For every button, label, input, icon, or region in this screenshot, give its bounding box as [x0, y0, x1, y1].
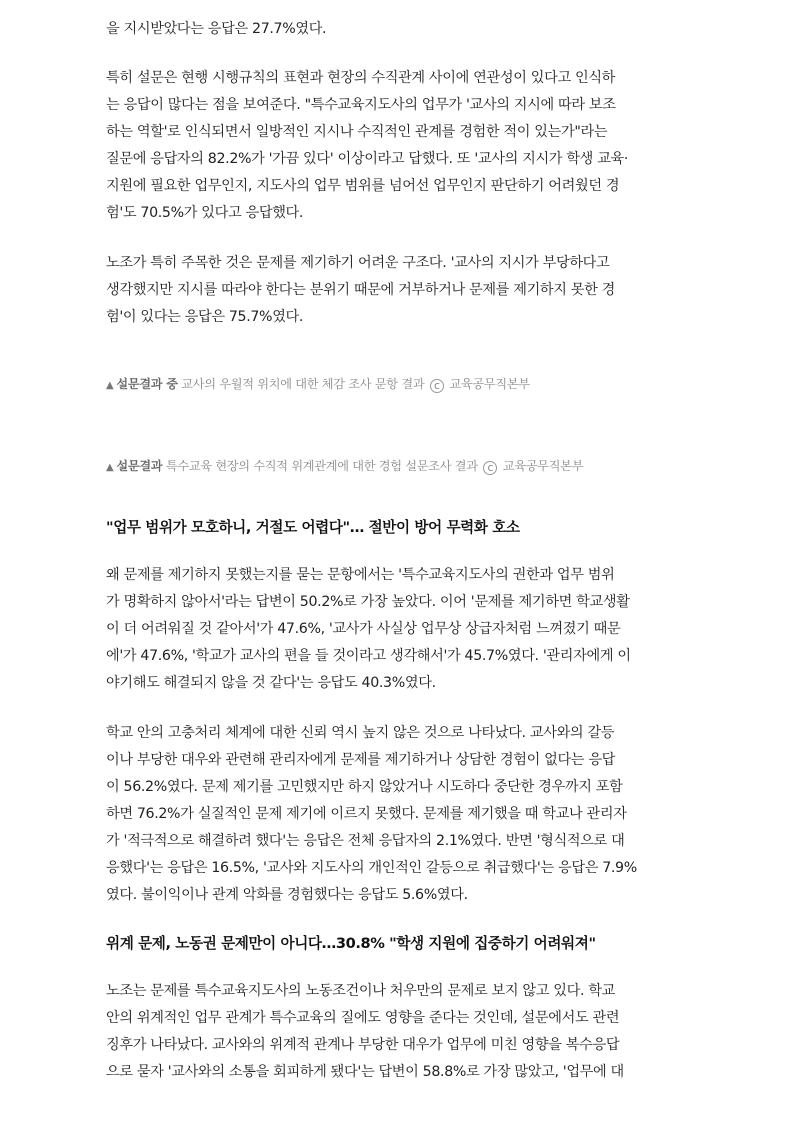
text-line: 야기해도 해결되지 않을 것 같다'는 응답도 40.3%였다.	[106, 675, 436, 691]
article-body	[106, 16, 694, 1109]
caption-text: 특수교육 현장의 수직적 위계관계에 대한 경험 설문조사 결과	[165, 459, 478, 473]
text-line: 하면 76.2%가 실질적인 문제 제기에 이르지 못했다. 문제를 제기했을 때 학교나 관리자	[106, 806, 627, 822]
paragraph-survey-perception	[106, 65, 694, 227]
text-line: 가 '적극적으로 해결하려 했다'는 응답은 전체 응답자의 2.1%였다. 반면 '형식적으로 대	[106, 833, 625, 849]
text-line: 험'도 70.5%가 있다고 응답했다.	[106, 205, 304, 221]
text-line: 노조가 특히 주목한 것은 문제를 제기하기 어려운 구조다. '교사의 지시가 부당하다고	[106, 255, 610, 271]
text-line: 질문에 응답자의 82.2%가 '가끔 있다' 이상이라고 답했다. 또 '교사의 지시가 학생 교육·	[106, 151, 629, 167]
text-line: 하는 역할'로 인식되면서 일방적인 지시나 수직적인 관계를 경험한 적이 있는가"라는	[106, 124, 608, 140]
caption-label: 설문결과 중	[116, 377, 178, 391]
copyright-icon: c	[483, 461, 497, 475]
section-heading: 위계 문제, 노동권 문제만이 아니다…30.8% "학생 지원에 집중하기 어려워져"	[106, 935, 596, 952]
text-line: 안의 위계적인 업무 관계가 특수교육의 질에도 영향을 준다는 것인데, 설문에서도 관련	[106, 1010, 620, 1026]
text-line: 왜 문제를 제기하지 못했는지를 묻는 문항에서는 '특수교육지도사의 권한과 업무 범위	[106, 567, 615, 583]
text-line: 이나 부당한 대우와 관련해 관리자에게 문제를 제기하거나 상담한 경험이 없다는 응답	[106, 752, 616, 768]
section-heading: "업무 범위가 모호하니, 거절도 어렵다"… 절반이 방어 무력화 호소	[106, 519, 520, 536]
text-line: 에'가 47.6%, '학교가 교사의 편을 들 것이라고 생각해서'가 45.7%였다. '관리자에게 이	[106, 648, 631, 664]
caption-text: 교사의 우월적 위치에 대한 체감 조사 문항 결과	[181, 377, 425, 391]
caption-label: 설문결과	[116, 459, 163, 473]
image-caption	[106, 375, 694, 395]
text-line: 특히 설문은 현행 시행규칙의 표현과 현장의 수직관계 사이에 연관성이 있다고 인식하	[106, 70, 616, 86]
text-line: 지원에 필요한 업무인지, 지도사의 업무 범위를 넘어선 업무인지 판단하기 어려웠던 경	[106, 178, 620, 194]
paragraph-union-view	[106, 978, 694, 1086]
image-caption	[106, 457, 694, 477]
text-line: 이 더 어려워질 것 같아서'가 47.6%, '교사가 사실상 업무상 상급자처럼 느껴졌기 때문	[106, 621, 621, 637]
paragraph-grievance	[106, 720, 694, 909]
copyright-icon: c	[430, 379, 444, 393]
text-line: 응했다'는 응답은 16.5%, '교사와 지도사의 개인적인 갈등으로 취급했다'는 응답은 7.9%	[106, 860, 637, 876]
text-line: 징후가 나타났다. 교사와의 위계적 관계나 부당한 대우가 업무에 미친 영향을 복수응답	[106, 1037, 620, 1053]
paragraph-intro-tail	[106, 16, 694, 43]
caption-source: 교육공무직본부	[449, 377, 530, 391]
text-line: 을 지시받았다는 응답은 27.7%였다.	[106, 21, 327, 37]
text-line: 학교 안의 고충처리 체계에 대한 신뢰 역시 높지 않은 것으로 나타났다. 교사와의 갈등	[106, 725, 615, 741]
text-line: 였다. 불이익이나 관계 악화를 경험했다는 응답도 5.6%였다.	[106, 887, 468, 903]
text-line: 이 56.2%였다. 문제 제기를 고민했지만 하지 않았거나 시도하다 중단한 경우까지 포함	[106, 779, 623, 795]
text-line: 으로 묻자 '교사와의 소통을 회피하게 됐다'는 답변이 58.8%로 가장 많았고, '업무에 대	[106, 1064, 624, 1080]
text-line: 는 응답이 많다는 점을 보여준다. "특수교육지도사의 업무가 '교사의 지시에 따라 보조	[106, 97, 616, 113]
text-line: 노조는 문제를 특수교육지도사의 노동조건이나 처우만의 문제로 보지 않고 있다. 학교	[106, 983, 616, 999]
paragraph-structure	[106, 250, 694, 331]
caption-source: 교육공무직본부	[502, 459, 584, 473]
text-line: 가 명확하지 않아서'라는 답변이 50.2%로 가장 높았다. 이어 '문제를 제기하면 학교생활	[106, 594, 630, 610]
triangle-icon: ▲	[106, 380, 114, 391]
triangle-icon: ▲	[106, 462, 114, 473]
text-line: 생각했지만 지시를 따라야 한다는 분위기 때문에 거부하거나 문제를 제기하지 못한 경	[106, 282, 616, 298]
paragraph-reasons	[106, 562, 694, 697]
text-line: 험'이 있다는 응답은 75.7%였다.	[106, 309, 304, 325]
